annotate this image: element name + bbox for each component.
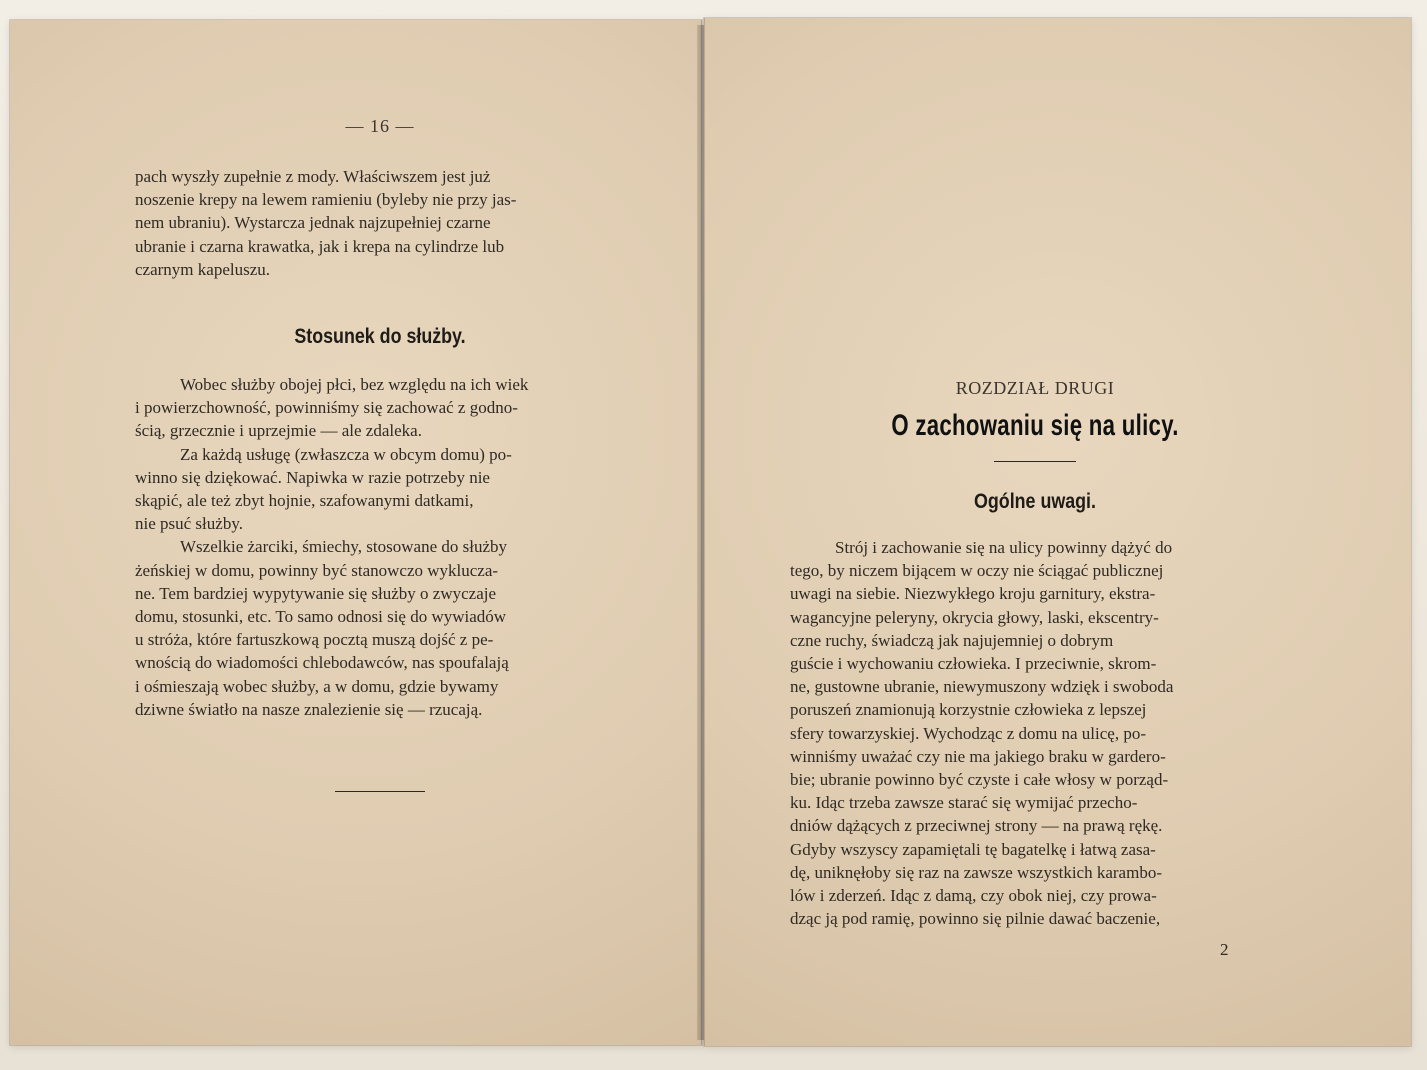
text-line: tego, by niczem bijącem w oczy nie ściągać publicznej	[790, 561, 1164, 581]
text-line: Wobec służby obojej płci, bez względu na ich wiek	[180, 375, 529, 395]
text-line: dę, uniknęłoby się raz na zawsze wszystkich karambo-	[790, 862, 1162, 882]
text-line: domu, stosunki, etc. To samo odnosi się do wywiadów	[135, 607, 507, 627]
text-line: ubranie i czarna krawatka, jak i krepa na cylindrze lub	[135, 236, 505, 256]
text-line: lów i zderzeń. Idąc z damą, czy obok niej, czy prowa-	[790, 886, 1157, 906]
text-line: Gdyby wszyscy zapamiętali tę bagatelkę i łatwą zasa-	[790, 839, 1156, 859]
text-line: ścią, grzecznie i uprzejmie — ale zdaleka.	[135, 421, 422, 441]
text-line: dziwne światło na nasze znalezienie się — rzucają.	[135, 699, 483, 719]
text-line: wnością do wiadomości chlebodawców, nas spoufalają	[135, 653, 509, 673]
text-line: winniśmy uważać czy nie ma jakiego braku w gardero-	[790, 746, 1166, 766]
text-line: Wszelkie żarciki, śmiechy, stosowane do służby	[180, 537, 507, 557]
text-line: bie; ubranie powinno być czyste i całe włosy w porząd-	[790, 770, 1169, 790]
text-line: żeńskiej w domu, powinny być stanowczo wyklucza-	[135, 560, 499, 580]
right-paragraph	[790, 536, 1280, 930]
text-line: nem ubraniu). Wystarcza jednak najzupełniej czarne	[135, 213, 491, 233]
text-line: sfery towarzyskiej. Wychodząc z domu na ulicę, po-	[790, 723, 1147, 743]
signature-mark: 2	[1220, 940, 1229, 959]
text-line: skąpić, ale też zbyt hojnie, szafowanymi datkami,	[135, 491, 474, 511]
end-rule	[335, 791, 425, 792]
text-line: czarnym kapeluszu.	[135, 259, 270, 279]
text-line: poruszeń znamionują korzystnie człowieka z lepszej	[790, 700, 1147, 720]
text-line: dniów dążących z przeciwnej strony — na prawą rękę.	[790, 816, 1163, 836]
right-page	[704, 18, 1411, 1046]
section-title: Ogólne uwagi.	[973, 490, 1096, 513]
text-line: winno się dziękować. Napiwka w razie potrzeby nie	[135, 467, 490, 487]
text-line: ne. Tem bardziej wypytywanie się służby o zwyczaje	[135, 583, 497, 603]
text-line: u stróża, które fartuszkową pocztą muszą dojść z pe-	[135, 630, 494, 650]
text-line: guście i wychowaniu człowieka. I przeciwnie, skrom-	[790, 654, 1157, 674]
left-paragraph-2	[135, 443, 625, 536]
section-title: Stosunek do służby.	[294, 325, 466, 349]
chapter-title: O zachowaniu się na ulicy.	[891, 409, 1179, 442]
text-line: dząc ją pod ramię, powinno się pilnie dawać baczenie,	[790, 909, 1161, 929]
chapter-label: ROZDZIAŁ DRUGI	[955, 378, 1115, 398]
left-intro-block	[135, 165, 625, 281]
text-line: wagancyjne peleryny, okrycia głowy, laski, ekscentry-	[790, 607, 1159, 627]
text-line: uwagi na siebie. Niezwykłego kroju garnitury, ekstra-	[790, 584, 1156, 604]
text-line: pach wyszły zupełnie z mody. Właściwszem jest już	[135, 167, 491, 186]
left-page-content	[135, 116, 625, 792]
text-line: nie psuć służby.	[135, 514, 243, 534]
left-paragraph-1	[135, 373, 625, 443]
text-line: i ośmieszają wobec służby, a w domu, gdzie bywamy	[135, 676, 499, 696]
left-page	[10, 20, 702, 1045]
text-line: noszenie krepy na lewem ramieniu (byleby nie przy jas-	[135, 190, 517, 210]
text-line: Za każdą usługę (zwłaszcza w obcym domu) po-	[180, 444, 512, 464]
page-number: — 16 —	[345, 116, 415, 136]
chapter-rule	[994, 461, 1076, 462]
right-page-content	[790, 338, 1280, 930]
left-paragraph-3	[135, 535, 625, 721]
text-line: ku. Idąc trzeba zawsze starać się wymijać przecho-	[790, 793, 1138, 813]
text-line: ne, gustowne ubranie, niewymuszony wdzięk i swoboda	[790, 677, 1174, 697]
text-line: Strój i zachowanie się na ulicy powinny dążyć do	[835, 538, 1173, 557]
text-line: czne ruchy, świadczą jak najujemniej o dobrym	[790, 630, 1114, 650]
text-line: i powierzchowność, powinniśmy się zachować z godno-	[135, 398, 518, 418]
